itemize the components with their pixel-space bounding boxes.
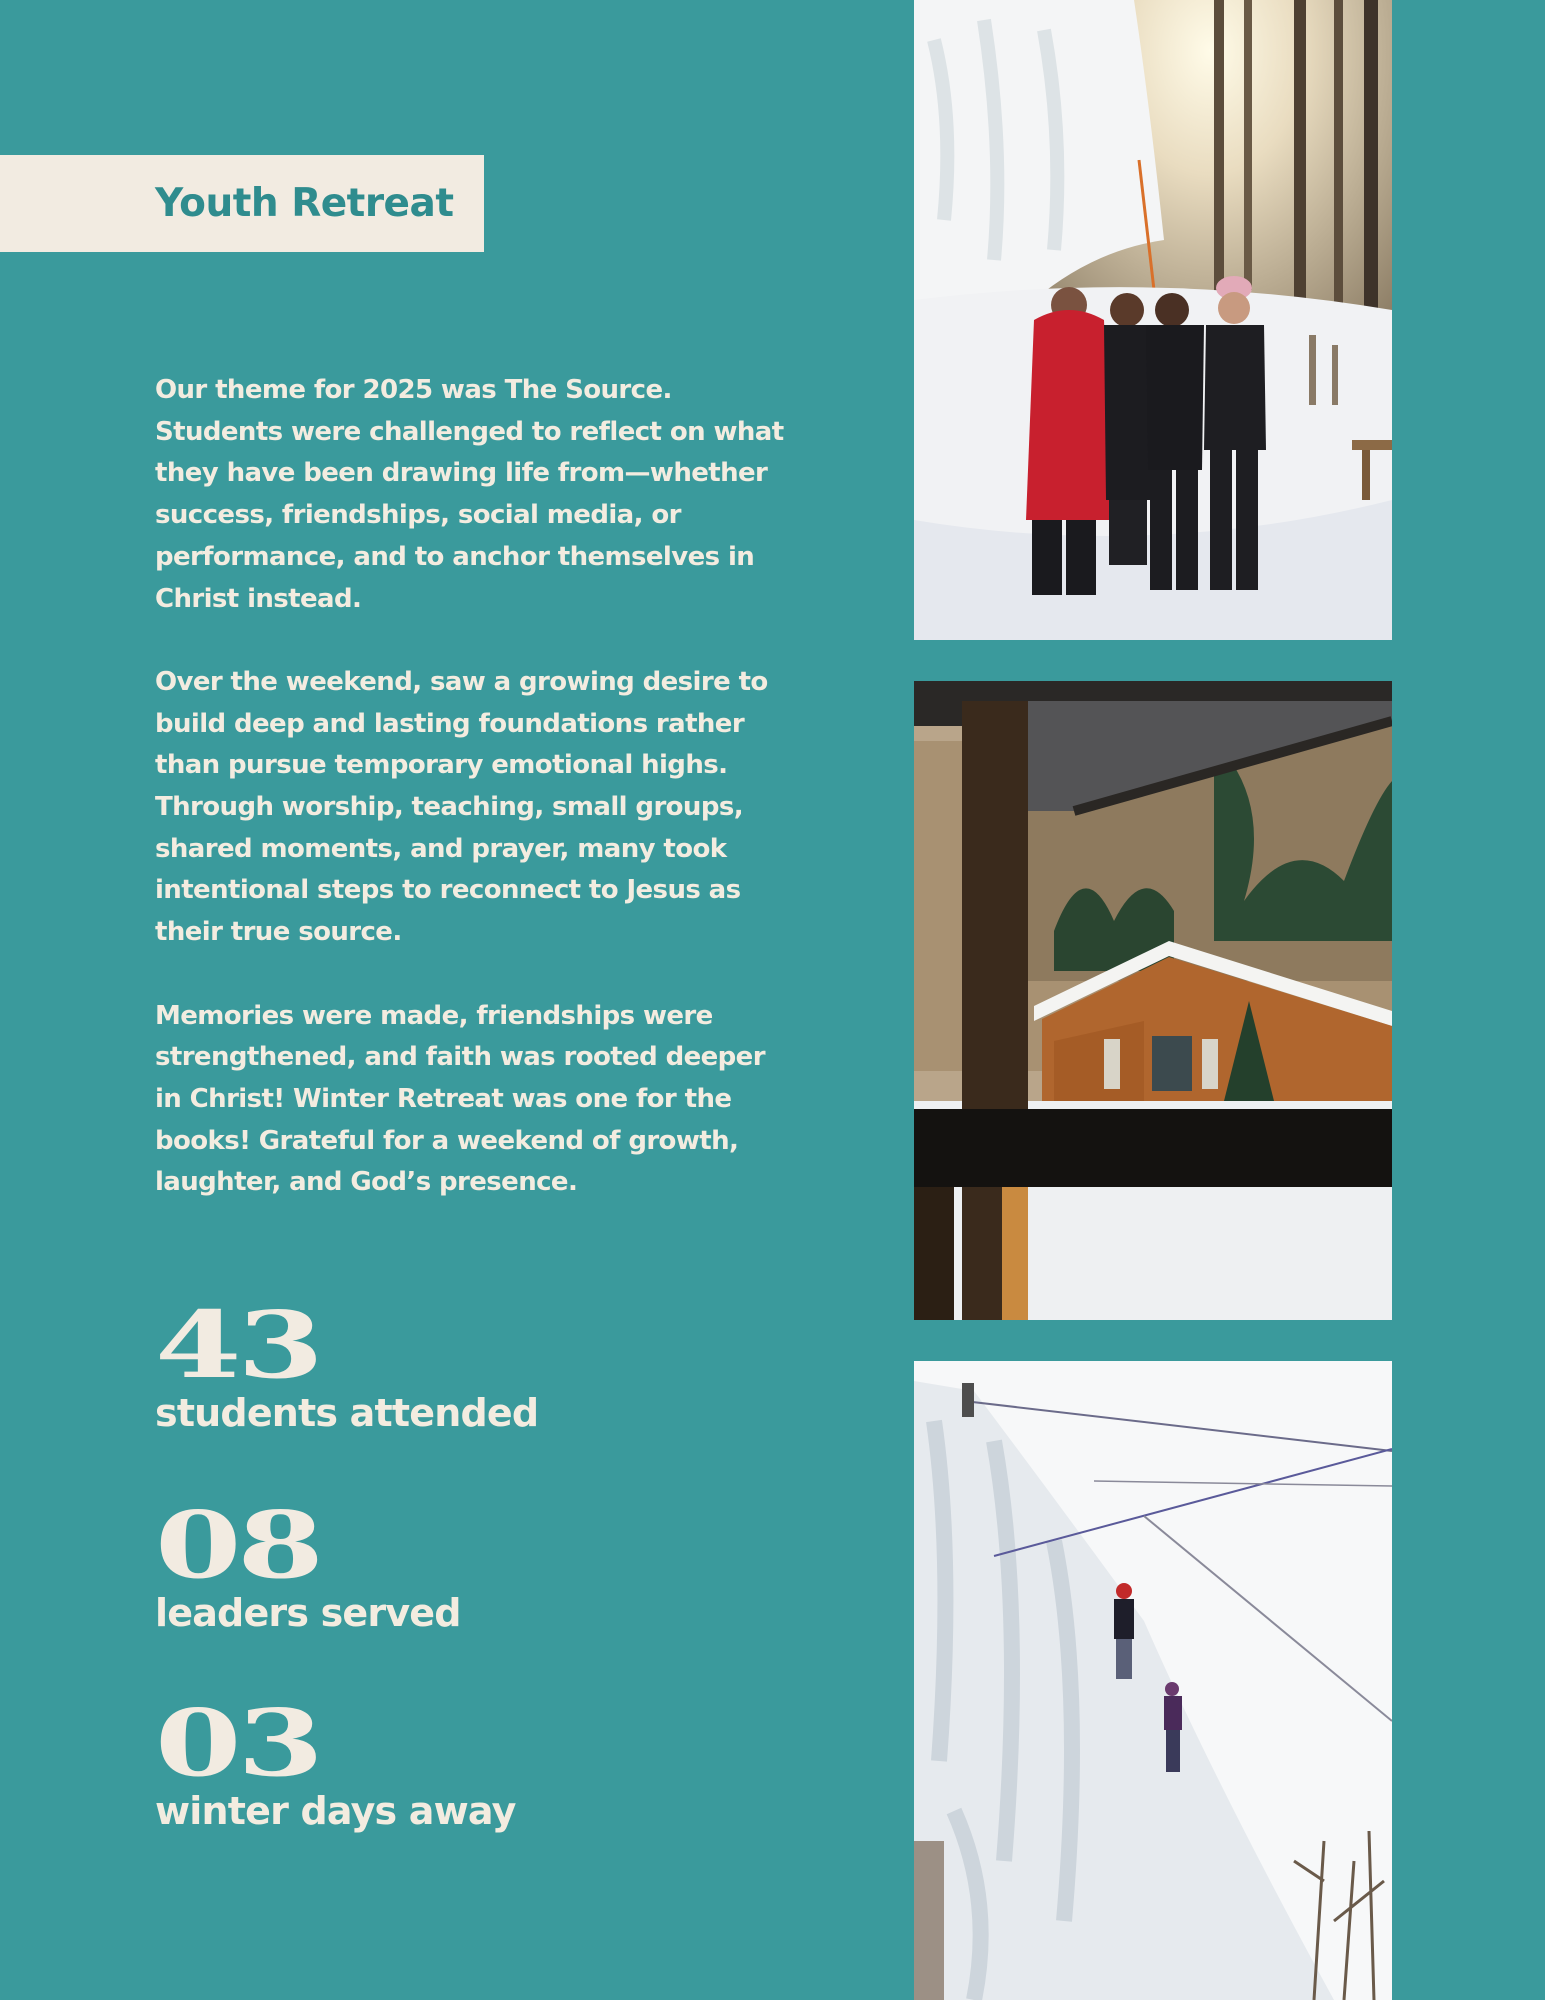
photo-cabin xyxy=(914,681,1392,1320)
stat-label: leaders served xyxy=(155,1591,461,1635)
photo-group-in-snow xyxy=(914,0,1392,640)
paragraph-weekend: Over the weekend, saw a growing desire to build deep and lasting foundations rather than pursue temporary emotional highs. Through worship, teaching, small groups, shared moments, and prayer, many took intentional steps to reconnect to Jesus as their true source. xyxy=(155,666,768,948)
stat-number: 43 xyxy=(155,1291,320,1399)
paragraph-theme: Our theme for 2025 was The Source. Students were challenged to reflect on what they have been drawing life from—whether success, friendships, social media, or performance, and to anchor themselves in Christ instead. xyxy=(155,375,784,614)
stat-number: 08 xyxy=(155,1491,320,1599)
stat-days xyxy=(155,1689,516,1834)
stat-leaders xyxy=(155,1491,461,1636)
stat-label: winter days away xyxy=(155,1789,516,1833)
photo-ice-climbers xyxy=(914,1361,1392,2000)
paragraph-memories: Memories were made, friendships were strengthened, and faith was rooted deeper in Christ! Winter Retreat was one for the books! Grateful for a weekend of growth, laughter, and God’s presence. xyxy=(155,1000,765,1198)
page-title: Youth Retreat xyxy=(155,181,454,226)
body-text xyxy=(155,370,795,1246)
stat-number: 03 xyxy=(155,1689,320,1797)
stat-label: students attended xyxy=(155,1391,539,1435)
title-banner xyxy=(0,155,484,252)
stat-students xyxy=(155,1291,539,1436)
